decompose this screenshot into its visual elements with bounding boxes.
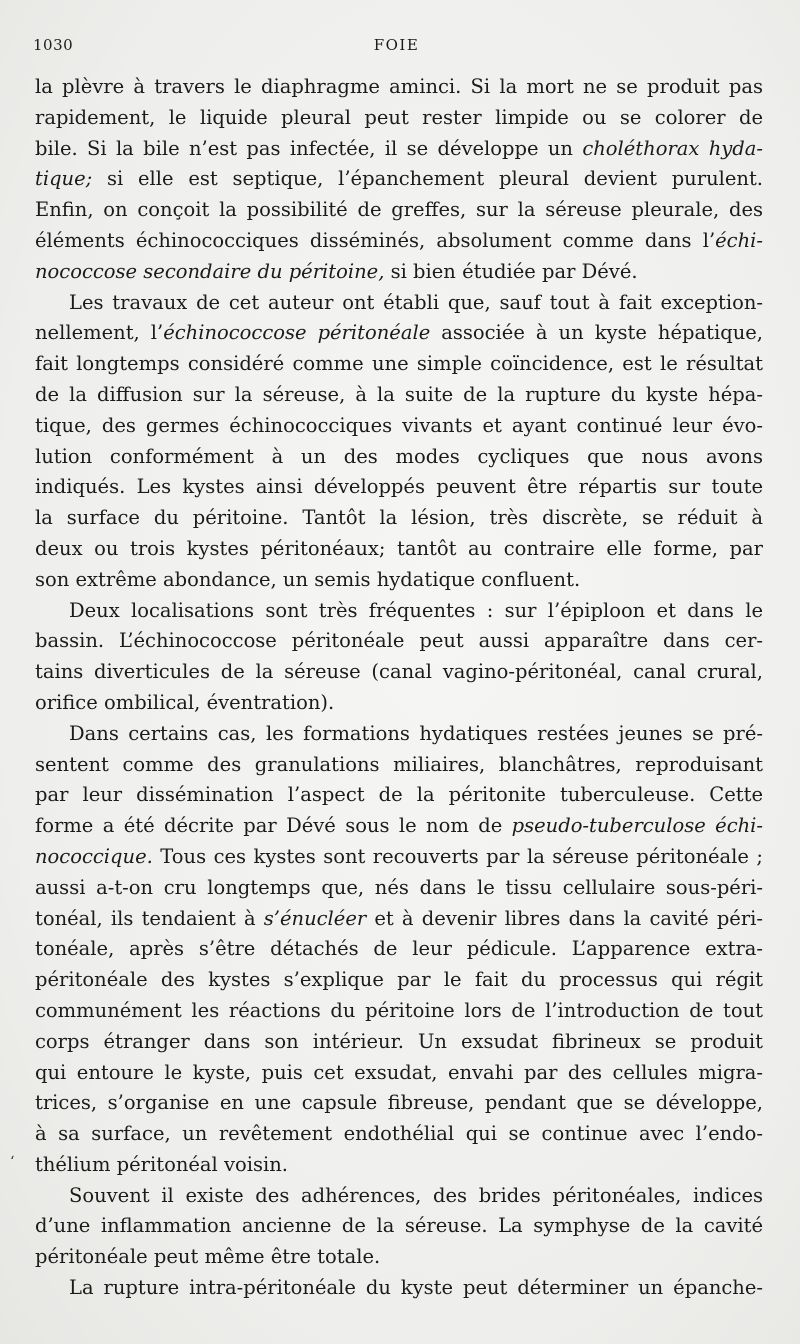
text-line	[35, 503, 763, 534]
italic-term: choléthorax hyda-	[582, 136, 763, 160]
text-segment: qui entoure le kyste, puis cet exsudat, envahi par des cellules migra-	[35, 1060, 763, 1084]
text-segment: éléments échinococciques disséminés, absolument comme dans l’	[35, 228, 716, 252]
text-segment: bassin. L’échinococcose péritonéale peut aussi apparaître dans cer-	[35, 629, 763, 653]
text-segment: nellement, l’	[35, 321, 164, 345]
italic-term: échi-	[715, 228, 763, 252]
text-line	[35, 626, 763, 657]
text-line	[35, 750, 763, 781]
running-title: FOIE	[373, 36, 420, 54]
text-segment: bile. Si la bile n’est pas infectée, il se développe un	[35, 136, 583, 160]
text-line	[35, 411, 763, 442]
text-line	[35, 442, 763, 473]
italic-term: s’énucléer	[263, 906, 367, 930]
italic-term: nococcose secondaire du péritoine,	[35, 259, 385, 283]
text-segment: la plèvre à travers le diaphragme aminci. Si la mort ne se produit pas	[35, 75, 763, 98]
text-line	[35, 842, 763, 873]
text-segment: Dans certains cas, les formations hydatiques restées jeunes se pré-	[69, 721, 763, 745]
text-line	[35, 811, 763, 842]
text-line	[35, 719, 763, 750]
text-line	[35, 103, 763, 134]
text-segment: son extrême abondance, un semis hydatique confluent.	[35, 567, 581, 591]
text-line	[35, 934, 763, 965]
text-line	[35, 688, 763, 719]
text-line	[35, 318, 763, 349]
text-segment: lution conformément à un des modes cycliques que nous avons	[35, 444, 763, 468]
text-line	[35, 965, 763, 996]
text-segment: si bien étudiée par Dévé.	[384, 259, 638, 283]
page-header	[33, 36, 760, 60]
text-segment: si elle est septique, l’épanchement pleural devient purulent.	[92, 167, 763, 191]
text-line	[35, 780, 763, 811]
text-segment: à sa surface, un revêtement endothélial qui se continue avec l’endo-	[35, 1122, 763, 1146]
text-line	[35, 1242, 763, 1273]
text-line	[35, 1211, 763, 1242]
text-line	[35, 1150, 763, 1181]
text-segment: orifice ombilical, éventration).	[35, 690, 335, 714]
italic-term: nococcique.	[35, 844, 153, 868]
text-segment: Les travaux de cet auteur ont établi que, sauf tout à fait exception-	[69, 290, 763, 314]
text-segment: péritonéale des kystes s’explique par le fait du processus qui régit	[35, 968, 763, 992]
text-line	[35, 1273, 763, 1304]
text-segment: thélium péritonéal voisin.	[35, 1152, 288, 1176]
margin-mark: ‘	[10, 1154, 15, 1170]
text-segment: fait longtemps considéré comme une simple coïncidence, est le résultat	[35, 352, 763, 376]
text-segment: communément les réactions du péritoine lors de l’introduction de tout	[35, 998, 763, 1022]
text-line	[35, 380, 763, 411]
page-number: 1030	[33, 36, 74, 54]
text-segment: La rupture intra-péritonéale du kyste peut déterminer un épanche-	[69, 1276, 763, 1300]
text-segment: sentent comme des granulations miliaires, blanchâtres, reproduisant	[35, 752, 763, 776]
text-line	[35, 657, 763, 688]
text-segment: rapidement, le liquide pleural peut rester limpide ou se colorer de	[35, 105, 763, 129]
text-segment: Enfin, on conçoit la possibilité de greffes, sur la séreuse pleurale, des	[35, 198, 763, 222]
text-segment: d’une inflammation ancienne de la séreuse. La symphyse de la cavité	[35, 1214, 763, 1238]
text-line	[35, 565, 763, 596]
text-line	[35, 164, 763, 195]
italic-term: échinococcose péritonéale	[163, 321, 431, 345]
body-text	[35, 72, 763, 1304]
text-line	[35, 873, 763, 904]
text-segment: indiqués. Les kystes ainsi développés peuvent être répartis sur toute	[35, 475, 763, 499]
text-line	[35, 257, 763, 288]
text-segment: péritonéale peut même être totale.	[35, 1245, 381, 1269]
text-segment: associée à un kyste hépatique,	[430, 321, 763, 345]
text-line	[35, 1058, 763, 1089]
text-line	[35, 226, 763, 257]
text-segment: corps étranger dans son intérieur. Un exsudat fibrineux se produit	[35, 1029, 763, 1053]
text-segment: tains diverticules de la séreuse (canal vagino-péritonéal, canal crural,	[35, 660, 763, 684]
text-segment: aussi a-t-on cru longtemps que, nés dans le tissu cellulaire sous-péri-	[35, 875, 763, 899]
italic-term: pseudo-tuberculose échi-	[511, 814, 763, 838]
text-segment: Deux localisations sont très fréquentes : sur l’épiploon et dans le	[69, 598, 763, 622]
text-line	[35, 195, 763, 226]
text-line	[35, 996, 763, 1027]
text-segment: de la diffusion sur la séreuse, à la suite de la rupture du kyste hépa-	[35, 382, 763, 406]
text-line	[35, 288, 763, 319]
text-segment: deux ou trois kystes péritonéaux; tantôt au contraire elle forme, par	[35, 536, 763, 560]
text-line	[35, 596, 763, 627]
text-line	[35, 349, 763, 380]
text-segment: et à devenir libres dans la cavité péri-	[366, 906, 763, 930]
text-line	[35, 1027, 763, 1058]
text-line	[35, 1181, 763, 1212]
text-line	[35, 72, 763, 103]
text-line	[35, 1088, 763, 1119]
text-segment: forme a été décrite par Dévé sous le nom de	[35, 814, 512, 838]
text-line	[35, 904, 763, 935]
text-segment: tonéal, ils tendaient à	[35, 906, 264, 930]
text-segment: tonéale, après s’être détachés de leur pédicule. L’apparence extra-	[35, 937, 763, 961]
text-segment: par leur dissémination l’aspect de la péritonite tuberculeuse. Cette	[35, 783, 763, 807]
text-line	[35, 472, 763, 503]
italic-term: tique;	[35, 167, 93, 191]
text-segment: trices, s’organise en une capsule fibreuse, pendant que se développe,	[35, 1091, 763, 1115]
text-segment: tique, des germes échinococciques vivants et ayant continué leur évo-	[35, 413, 763, 437]
text-line	[35, 534, 763, 565]
text-line	[35, 134, 763, 165]
text-segment: Tous ces kystes sont recouverts par la séreuse péritonéale ;	[152, 844, 763, 868]
text-segment: Souvent il existe des adhérences, des brides péritonéales, indices	[69, 1183, 763, 1207]
text-segment: la surface du péritoine. Tantôt la lésion, très discrète, se réduit à	[35, 506, 763, 530]
text-line	[35, 1119, 763, 1150]
